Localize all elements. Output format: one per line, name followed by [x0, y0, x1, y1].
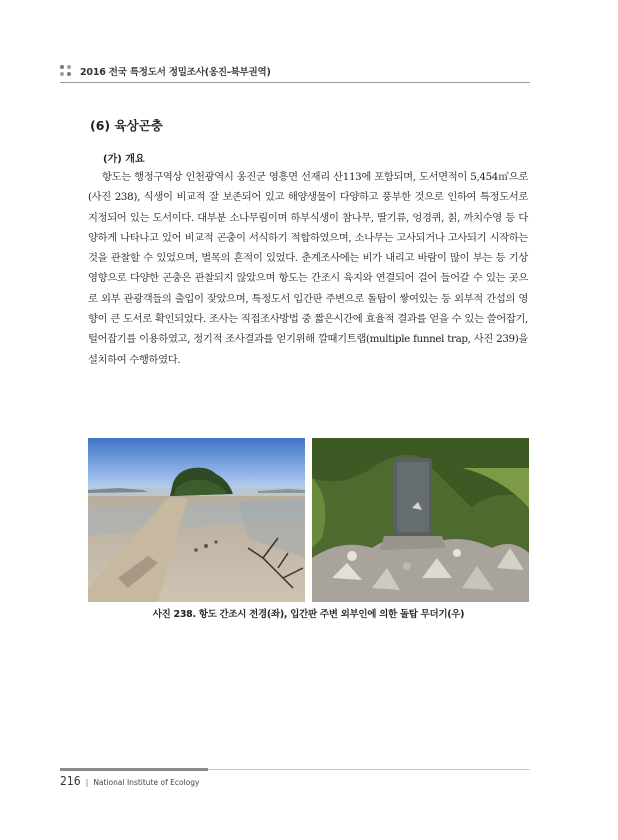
four-dots-icon [60, 65, 72, 77]
body-paragraph: 항도는 행정구역상 인천광역시 옹진군 영흥면 선재리 산113에 포함되며, 도서면적이 5,454㎡으로(사진 238), 식생이 비교적 잘 보존되어 있고 해양생물이 다양하고 풍부한 것으로 인하여 특정도서로 지정되어 있는 도서이다. 대부분 소나무림이며 하부식생이 참나무, 딸기류, 엉경퀴, 칡, 까치수영 등 다양하게 나타나고 있어 비교적 곤충이 서식하기 적합하였으며, 소나무는 고사되거나 고사되기 시작하는 것을 관찰할 수 있었으며, 벌목의 흔적이 있었다. 춘계조사에는 비가 내리고 바람이 많이 부는 등 기상 영향으로 다양한 곤충은 관찰되지 않았으며 항도는 간조시 육지와 연결되어 걸어 들어갈 수 있는 곳으로 외부 관광객들의 출입이 잦았으며, 특정도서 입간판 주변으로 돌탑이 쌓여있는 등 외부적 간섭의 영향이 큰 도서로 확인되었다. 조사는 직접조사방법 중 짧은시간에 효율적 결과를 얻을 수 있는 쓸어잡기, 털어잡기를 이용하였고, 정기적 조사결과를 얻기위해 깔때기트랩(multiple funnel trap, 사진 239)을 설치하여 수행하였다. [88, 171, 528, 366]
footer-divider [208, 769, 530, 770]
header-divider [60, 82, 530, 83]
page-number: 216 [60, 774, 81, 788]
page-footer [60, 774, 199, 788]
section-title: (6) 육상곤충 [90, 118, 163, 133]
tidal-flat-island-photo [88, 438, 305, 602]
footer-divider-accent [60, 768, 208, 771]
stone-cairn-signboard-photo [312, 438, 529, 602]
footer-separator: | [85, 778, 89, 787]
institute-name: National Institute of Ecology [93, 778, 200, 787]
header-title: 2016 전국 특정도서 정밀조사(옹진-북부권역) [80, 67, 271, 78]
subsection-title: (가) 개요 [103, 154, 145, 165]
figure-caption: 사진 238. 항도 간조시 전경(좌), 입간판 주변 외부인에 의한 돌탑 무더기(우) [152, 609, 465, 620]
running-header [60, 60, 530, 82]
